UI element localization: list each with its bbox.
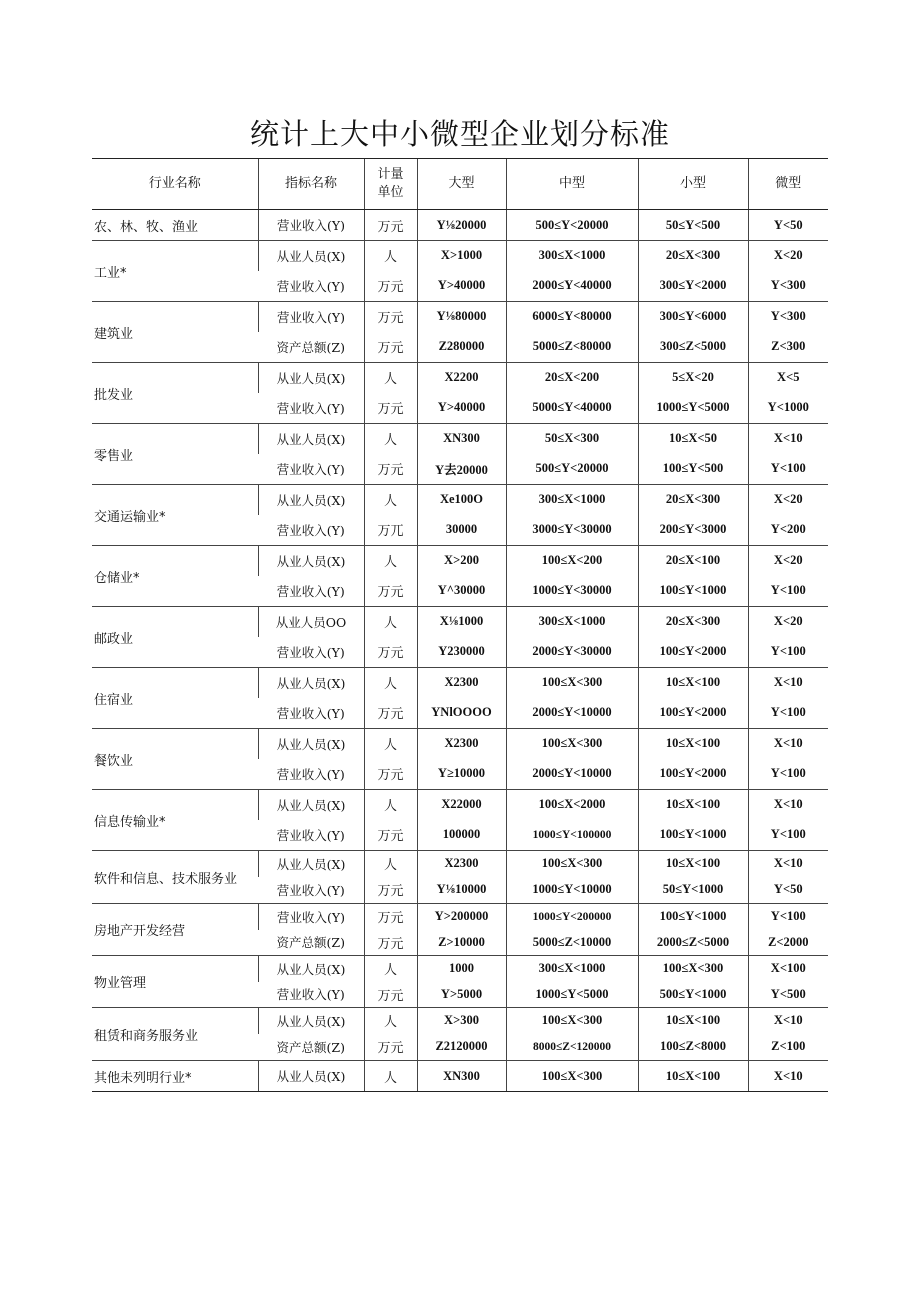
- metric-cell: 营业收入(Y): [276, 461, 345, 477]
- metric-cell: 营业收入(Y): [258, 210, 364, 241]
- table-row: [92, 729, 828, 759]
- large-value: X>1000: [417, 241, 506, 271]
- unit-cell: 万元: [364, 302, 417, 332]
- medium-value: 1000≤Y<30000: [506, 576, 638, 607]
- large-value: 30000: [417, 515, 506, 546]
- header-medium: 中型: [506, 159, 638, 210]
- large-value: Y>40000: [417, 393, 506, 424]
- metric-cell: 营业收入(Y): [276, 705, 345, 721]
- table-row: [92, 241, 828, 271]
- small-value: 100≤X<300: [638, 956, 748, 982]
- medium-value: 1000≤Y<10000: [506, 877, 638, 904]
- micro-value: Z<300: [748, 332, 828, 363]
- small-value: 50≤Y<500: [638, 210, 748, 241]
- metric-cell: 从业人员(X): [258, 546, 364, 576]
- medium-value: 100≤X<300: [506, 1008, 638, 1034]
- micro-value: Y<500: [748, 982, 828, 1008]
- metric-cell: 营业收入(Y): [276, 987, 345, 1003]
- micro-value: X<100: [748, 956, 828, 982]
- table-row: [92, 607, 828, 637]
- medium-value: 2000≤Y<10000: [506, 759, 638, 790]
- large-value: Y去20000: [417, 454, 506, 485]
- unit-cell: 万元: [364, 904, 417, 930]
- unit-cell: 人: [364, 363, 417, 393]
- unit-cell: 人: [364, 424, 417, 454]
- metric-cell: 营业收入(Y): [276, 583, 345, 599]
- small-value: 100≤Y<2000: [638, 759, 748, 790]
- large-value: Z280000: [417, 332, 506, 363]
- metric-cell: 从业人员(X): [258, 485, 364, 515]
- industry-name: 其他未列明行业*: [92, 1061, 258, 1092]
- small-value: 100≤Y<1000: [638, 576, 748, 607]
- table-row: [92, 363, 828, 393]
- header-unit: 计量 单位: [364, 159, 417, 210]
- industry-name: 交通运输业*: [92, 485, 258, 546]
- micro-value: Z<2000: [748, 930, 828, 956]
- header-metric: 指标名称: [258, 159, 364, 210]
- small-value: 50≤Y<1000: [638, 877, 748, 904]
- table-row: [92, 210, 828, 241]
- large-value: XN300: [417, 1061, 506, 1092]
- medium-value: 100≤X<200: [506, 546, 638, 576]
- unit-cell: 万元: [364, 454, 417, 485]
- table-row: [92, 956, 828, 982]
- small-value: 1000≤Y<5000: [638, 393, 748, 424]
- table-header-row: [92, 159, 828, 210]
- industry-name: 批发业: [92, 363, 258, 424]
- medium-value: 2000≤Y<10000: [506, 698, 638, 729]
- micro-value: Y<300: [748, 271, 828, 302]
- micro-value: Y<50: [748, 877, 828, 904]
- table-row: [92, 546, 828, 576]
- industry-name: 租赁和商务服务业: [92, 1008, 258, 1061]
- medium-value: 300≤X<1000: [506, 607, 638, 637]
- large-value: Y⅛80000: [417, 302, 506, 332]
- industry-name: 邮政业: [92, 607, 258, 668]
- small-value: 2000≤Z<5000: [638, 930, 748, 956]
- micro-value: X<20: [748, 241, 828, 271]
- medium-value: 3000≤Y<30000: [506, 515, 638, 546]
- unit-cell: 万元: [364, 1034, 417, 1061]
- unit-cell: 万元: [364, 393, 417, 424]
- small-value: 10≤X<100: [638, 668, 748, 698]
- large-value: Z2120000: [417, 1034, 506, 1061]
- small-value: 10≤X<100: [638, 790, 748, 820]
- metric-cell: 从业人员(X): [258, 668, 364, 698]
- header-micro: 微型: [748, 159, 828, 210]
- large-value: YNlOOOO: [417, 698, 506, 729]
- metric-cell: 营业收入(Y): [276, 766, 345, 782]
- micro-value: X<20: [748, 607, 828, 637]
- unit-cell: 人: [364, 607, 417, 637]
- large-value: X22000: [417, 790, 506, 820]
- industry-name: 房地产开发经营: [92, 904, 258, 956]
- table-row: [92, 302, 828, 332]
- medium-value: 50≤X<300: [506, 424, 638, 454]
- industry-name: 信息传输业*: [92, 790, 258, 851]
- metric-cell: 营业收入(Y): [276, 882, 345, 898]
- small-value: 300≤Z<5000: [638, 332, 748, 363]
- large-value: Y≥10000: [417, 759, 506, 790]
- metric-cell: 营业收入(Y): [276, 278, 345, 294]
- small-value: 100≤Y<500: [638, 454, 748, 485]
- table-row: [92, 790, 828, 820]
- large-value: Y⅛10000: [417, 877, 506, 904]
- large-value: Y230000: [417, 637, 506, 668]
- unit-cell: 万元: [364, 759, 417, 790]
- metric-cell: 资产总额(Z): [276, 935, 345, 951]
- metric-cell: 资产总额(Z): [276, 1039, 345, 1055]
- metric-cell: 从业人员(X): [258, 424, 364, 454]
- large-value: Y>40000: [417, 271, 506, 302]
- unit-cell: 人: [364, 1008, 417, 1034]
- large-value: 100000: [417, 820, 506, 851]
- small-value: 20≤X<100: [638, 546, 748, 576]
- page-title: 统计上大中小微型企业划分标准: [249, 117, 670, 151]
- micro-value: X<10: [748, 668, 828, 698]
- unit-cell: 人: [364, 1061, 417, 1092]
- micro-value: Y<200: [748, 515, 828, 546]
- metric-cell: 从业人员(X): [258, 241, 364, 271]
- large-value: Xe100O: [417, 485, 506, 515]
- unit-cell: 万元: [364, 982, 417, 1008]
- small-value: 10≤X<50: [638, 424, 748, 454]
- unit-cell: 人: [364, 241, 417, 271]
- micro-value: X<10: [748, 729, 828, 759]
- metric-cell: 营业收入(Y): [258, 302, 364, 332]
- medium-value: 5000≤Z<80000: [506, 332, 638, 363]
- table-row: [92, 424, 828, 454]
- small-value: 10≤X<100: [638, 1008, 748, 1034]
- metric-cell: 营业收入(Y): [276, 827, 345, 843]
- small-value: 10≤X<100: [638, 729, 748, 759]
- medium-value: 1000≤Y<200000: [506, 904, 638, 930]
- small-value: 200≤Y<3000: [638, 515, 748, 546]
- industry-name: 餐饮业: [92, 729, 258, 790]
- metric-cell: 营业收入(Y): [258, 904, 364, 930]
- industry-name: 零售业: [92, 424, 258, 485]
- medium-value: 100≤X<300: [506, 1061, 638, 1092]
- large-value: X⅛1000: [417, 607, 506, 637]
- unit-cell: 人: [364, 790, 417, 820]
- medium-value: 1000≤Y<5000: [506, 982, 638, 1008]
- small-value: 10≤X<100: [638, 1061, 748, 1092]
- micro-value: Y<100: [748, 820, 828, 851]
- small-value: 100≤Y<1000: [638, 904, 748, 930]
- metric-cell: 从业人员(X): [258, 790, 364, 820]
- small-value: 300≤Y<6000: [638, 302, 748, 332]
- unit-cell: 万兀: [364, 515, 417, 546]
- unit-cell: 万元: [364, 332, 417, 363]
- unit-cell: 人: [364, 956, 417, 982]
- metric-cell: 从业人员(X): [258, 851, 364, 877]
- medium-value: 8000≤Z<120000: [506, 1034, 638, 1061]
- medium-value: 1000≤Y<100000: [506, 820, 638, 851]
- large-value: X2300: [417, 668, 506, 698]
- large-value: XN300: [417, 424, 506, 454]
- unit-cell: 万元: [364, 877, 417, 904]
- micro-value: X<10: [748, 424, 828, 454]
- micro-value: X<10: [748, 851, 828, 877]
- medium-value: 5000≤Y<40000: [506, 393, 638, 424]
- micro-value: X<10: [748, 1061, 828, 1092]
- micro-value: Y<100: [748, 759, 828, 790]
- micro-value: Y<100: [748, 454, 828, 485]
- unit-cell: 人: [364, 485, 417, 515]
- industry-name: 农、林、牧、渔业: [92, 210, 258, 241]
- unit-cell: 人: [364, 851, 417, 877]
- micro-value: Z<100: [748, 1034, 828, 1061]
- micro-value: Y<50: [748, 210, 828, 241]
- table-row: [92, 851, 828, 877]
- large-value: X2200: [417, 363, 506, 393]
- unit-cell: 万元: [364, 271, 417, 302]
- micro-value: X<10: [748, 790, 828, 820]
- medium-value: 500≤Y<20000: [506, 210, 638, 241]
- industry-name: 住宿业: [92, 668, 258, 729]
- small-value: 100≤Y<2000: [638, 637, 748, 668]
- micro-value: X<10: [748, 1008, 828, 1034]
- metric-cell: 从业人员(X): [258, 729, 364, 759]
- industry-name: 仓储业*: [92, 546, 258, 607]
- medium-value: 500≤Y<20000: [506, 454, 638, 485]
- medium-value: 100≤X<300: [506, 729, 638, 759]
- medium-value: 100≤X<300: [506, 668, 638, 698]
- unit-cell: 万元: [364, 698, 417, 729]
- medium-value: 300≤X<1000: [506, 241, 638, 271]
- header-large: 大型: [417, 159, 506, 210]
- unit-cell: 人: [364, 668, 417, 698]
- metric-cell: 从业人员(X): [258, 1008, 364, 1034]
- medium-value: 300≤X<1000: [506, 956, 638, 982]
- large-value: Y>200000: [417, 904, 506, 930]
- medium-value: 2000≤Y<40000: [506, 271, 638, 302]
- micro-value: X<5: [748, 363, 828, 393]
- unit-cell: 万元: [364, 210, 417, 241]
- metric-cell: 从业人员(X): [258, 956, 364, 982]
- micro-value: X<20: [748, 546, 828, 576]
- table-row: [92, 1008, 828, 1034]
- small-value: 20≤X<300: [638, 485, 748, 515]
- metric-cell: 从业人员OO: [258, 607, 364, 637]
- micro-value: Y<100: [748, 637, 828, 668]
- medium-value: 100≤X<300: [506, 851, 638, 877]
- medium-value: 300≤X<1000: [506, 485, 638, 515]
- metric-cell: 从业人员(X): [258, 363, 364, 393]
- small-value: 10≤X<100: [638, 851, 748, 877]
- medium-value: 5000≤Z<10000: [506, 930, 638, 956]
- small-value: 500≤Y<1000: [638, 982, 748, 1008]
- large-value: X>200: [417, 546, 506, 576]
- small-value: 5≤X<20: [638, 363, 748, 393]
- medium-value: 2000≤Y<30000: [506, 637, 638, 668]
- table-row: [92, 1061, 828, 1092]
- medium-value: 20≤X<200: [506, 363, 638, 393]
- table-body: [92, 210, 828, 1092]
- industry-name: 工业*: [92, 241, 258, 302]
- unit-cell: 人: [364, 729, 417, 759]
- unit-cell: 人: [364, 546, 417, 576]
- header-small: 小型: [638, 159, 748, 210]
- micro-value: Y<1000: [748, 393, 828, 424]
- small-value: 100≤Y<2000: [638, 698, 748, 729]
- header-industry: 行业名称: [92, 159, 258, 210]
- micro-value: Y<100: [748, 576, 828, 607]
- metric-cell: 资产总额(Z): [276, 339, 345, 355]
- unit-cell: 万元: [364, 930, 417, 956]
- small-value: 100≤Y<1000: [638, 820, 748, 851]
- unit-cell: 万元: [364, 637, 417, 668]
- large-value: X2300: [417, 851, 506, 877]
- medium-value: 6000≤Y<80000: [506, 302, 638, 332]
- industry-name: 软件和信息、技术服务业: [92, 851, 258, 904]
- metric-cell: 营业收入(Y): [276, 400, 345, 416]
- micro-value: Y<300: [748, 302, 828, 332]
- unit-cell: 万元: [364, 820, 417, 851]
- large-value: Y^30000: [417, 576, 506, 607]
- micro-value: X<20: [748, 485, 828, 515]
- industry-name: 物业管理: [92, 956, 258, 1008]
- large-value: Y>5000: [417, 982, 506, 1008]
- metric-cell: 营业收入(Y): [276, 644, 345, 660]
- large-value: Z>10000: [417, 930, 506, 956]
- large-value: X2300: [417, 729, 506, 759]
- industry-name: 建筑业: [92, 302, 258, 363]
- small-value: 100≤Z<8000: [638, 1034, 748, 1061]
- large-value: Y⅛20000: [417, 210, 506, 241]
- metric-cell: 从业人员(X): [258, 1061, 364, 1092]
- table-row: [92, 485, 828, 515]
- small-value: 20≤X<300: [638, 607, 748, 637]
- small-value: 300≤Y<2000: [638, 271, 748, 302]
- metric-cell: 营业收入(Y): [276, 522, 345, 538]
- table-row: [92, 668, 828, 698]
- micro-value: Y<100: [748, 904, 828, 930]
- large-value: 1000: [417, 956, 506, 982]
- unit-cell: 万元: [364, 576, 417, 607]
- small-value: 20≤X<300: [638, 241, 748, 271]
- classification-table: [92, 158, 828, 1092]
- table-row: [92, 904, 828, 930]
- large-value: X>300: [417, 1008, 506, 1034]
- micro-value: Y<100: [748, 698, 828, 729]
- medium-value: 100≤X<2000: [506, 790, 638, 820]
